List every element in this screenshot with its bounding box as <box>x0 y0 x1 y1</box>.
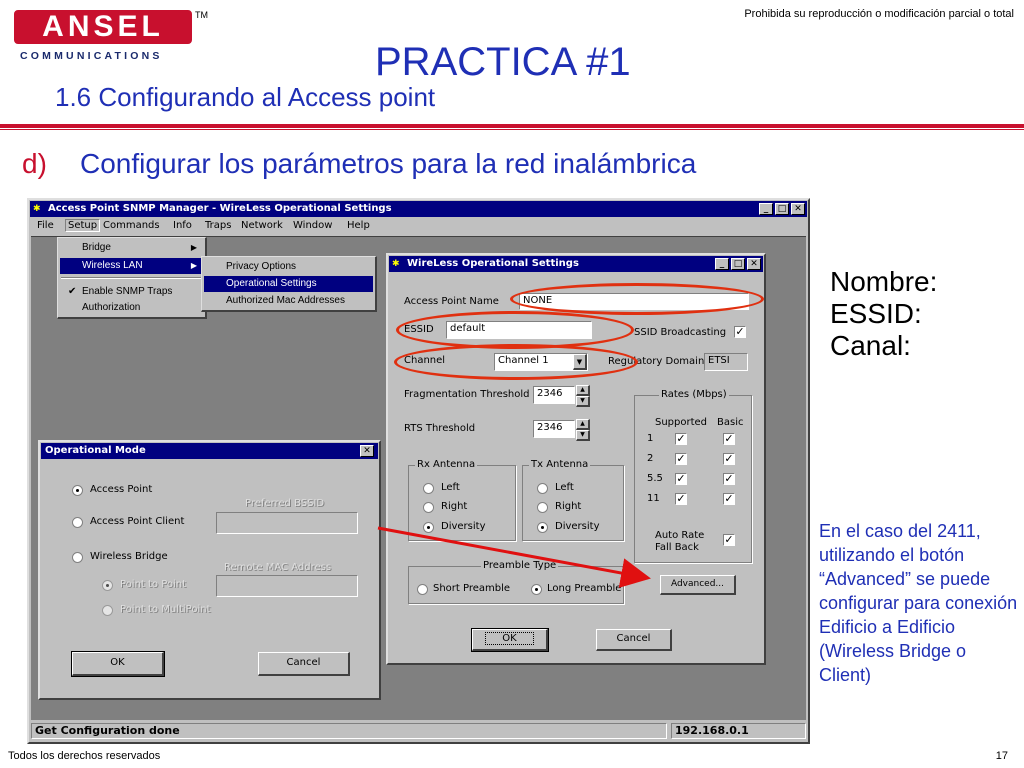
radio-point-to-point[interactable] <box>102 580 113 591</box>
menu-item-wireless-lan[interactable] <box>60 258 203 274</box>
essid-input[interactable]: default <box>446 321 592 339</box>
side-labels <box>830 266 937 362</box>
menu-item-bridge-label: Bridge <box>82 242 111 253</box>
wireless-lan-submenu <box>201 256 377 312</box>
dialog-app-icon: ✱ <box>392 259 400 269</box>
chevron-down-icon[interactable]: ▼ <box>573 354 587 370</box>
radio-access-point-label: Access Point <box>90 484 153 495</box>
spin-down-icon[interactable]: ▼ <box>576 396 590 407</box>
wireless-close-button[interactable]: ✕ <box>747 258 761 270</box>
menu-network[interactable]: Network <box>241 220 283 231</box>
essid-label: ESSID <box>404 324 434 335</box>
tx-diversity-label: Diversity <box>555 521 600 532</box>
submenu-arrow-icon: ▶ <box>190 261 197 270</box>
rts-threshold-input[interactable]: 2346 <box>533 420 575 438</box>
maximize-button[interactable]: □ <box>775 203 789 215</box>
menu-commands[interactable]: Commands <box>103 220 160 231</box>
remote-mac-address-input[interactable] <box>216 575 358 597</box>
menu-info[interactable]: Info <box>173 220 192 231</box>
menu-item-operational-settings-label: Operational Settings <box>226 278 317 289</box>
rate-label: 11 <box>647 493 660 504</box>
radio-access-point[interactable] <box>72 485 83 496</box>
main-titlebar <box>30 201 807 217</box>
wireless-ok-button[interactable] <box>472 629 548 651</box>
annotation-arrow <box>370 520 670 590</box>
radio-wireless-bridge[interactable] <box>72 552 83 563</box>
status-bar <box>31 722 806 740</box>
rx-left-label: Left <box>441 482 460 493</box>
menu-item-authorization[interactable] <box>60 300 203 316</box>
menu-item-wireless-lan-label: Wireless LAN <box>82 260 143 271</box>
highlight-ap-name <box>510 283 764 315</box>
advanced-note: En el caso del 2411, utilizando el botón “Advanced” se puede configurar para conexión Edificio a Edificio (Wireless Bridge o Client) <box>819 521 1018 685</box>
slide-title: PRACTICA #1 <box>375 40 631 84</box>
rate-2-supported-checkbox[interactable]: ✓ <box>676 452 686 465</box>
rx-antenna-title: Rx Antenna <box>417 459 476 470</box>
op-mode-close-button[interactable]: ✕ <box>360 445 374 457</box>
rate-11-supported-checkbox[interactable]: ✓ <box>676 492 686 505</box>
minimize-button[interactable]: _ <box>759 203 773 215</box>
main-menubar <box>31 218 806 236</box>
wireless-dialog-title: WireLess Operational Settings <box>407 258 579 269</box>
wireless-minimize-button[interactable]: _ <box>715 258 729 270</box>
menu-file[interactable]: File <box>37 220 54 231</box>
footer-rights: Todos los derechos reservados <box>8 750 161 762</box>
header-divider <box>0 124 1024 128</box>
tx-left-label: Left <box>555 482 574 493</box>
regulatory-domain-field: ETSI <box>704 353 748 371</box>
menu-item-operational-settings[interactable] <box>204 276 373 292</box>
setup-menu <box>57 237 207 319</box>
spin-down-icon[interactable]: ▼ <box>576 430 590 441</box>
logo-subtitle: COMMUNICATIONS <box>20 50 163 62</box>
wireless-titlebar <box>389 256 763 272</box>
operational-mode-dialog <box>38 440 381 700</box>
auto-rate-fallback-checkbox[interactable]: ✓ <box>724 533 734 546</box>
long-preamble-label: Long Preamble <box>547 583 622 594</box>
menu-item-authorized-mac-addresses-label: Authorized Mac Addresses <box>226 295 345 306</box>
header-divider-thin <box>0 129 1024 130</box>
menu-item-bridge[interactable] <box>60 240 203 256</box>
rx-left-radio[interactable] <box>423 483 434 494</box>
rx-right-label: Right <box>441 501 468 512</box>
rate-label: 2 <box>647 453 654 464</box>
menu-separator <box>61 277 202 279</box>
rates-supported-header: Supported <box>655 417 708 428</box>
ssid-broadcasting-label: SSID Broadcasting <box>634 327 727 338</box>
menu-item-authorization-label: Authorization <box>82 302 141 313</box>
tx-right-radio[interactable] <box>537 502 548 513</box>
rates-group-title: Rates (Mbps) <box>661 389 727 400</box>
rx-diversity-label: Diversity <box>441 521 486 532</box>
fragmentation-spinner[interactable] <box>576 385 590 407</box>
submenu-arrow-icon: ▶ <box>190 243 197 252</box>
copyright-notice: Prohibida su reproducción o modificación parcial o total <box>744 8 1014 20</box>
preferred-bssid-input[interactable] <box>216 512 358 534</box>
remote-mac-address-label: Remote MAC Address <box>224 562 332 573</box>
advanced-button[interactable] <box>660 575 736 595</box>
preferred-bssid-label: Preferred BSSID <box>245 498 325 509</box>
side-label-nombre: Nombre: <box>830 266 938 297</box>
menu-item-privacy-options-label: Privacy Options <box>226 261 297 272</box>
slide-subtitle: 1.6 Configurando al Access point <box>55 82 436 112</box>
bullet-letter: d) <box>22 148 47 179</box>
wireless-cancel-button[interactable] <box>596 629 672 651</box>
channel-label: Channel <box>404 355 446 366</box>
ap-name-input[interactable]: NONE <box>519 293 749 310</box>
checkmark-icon: ✔ <box>68 286 77 297</box>
tx-antenna-title: Tx Antenna <box>531 459 589 470</box>
highlight-channel <box>394 344 638 380</box>
short-preamble-label: Short Preamble <box>433 583 511 594</box>
menu-traps[interactable]: Traps <box>205 220 232 231</box>
radio-access-point-client-label: Access Point Client <box>90 516 185 527</box>
regulatory-domain-label: Regulatory Domain <box>608 356 705 367</box>
tx-right-label: Right <box>555 501 582 512</box>
rate-5-5-basic-checkbox[interactable]: ✓ <box>724 472 734 485</box>
rate-1-basic-checkbox[interactable]: ✓ <box>724 432 734 445</box>
menu-window[interactable]: Window <box>293 220 333 231</box>
menu-item-authorized-mac-addresses[interactable] <box>204 293 373 309</box>
radio-access-point-client[interactable] <box>72 517 83 528</box>
rate-2-basic-checkbox[interactable]: ✓ <box>724 452 734 465</box>
menu-setup[interactable]: Setup <box>65 219 100 232</box>
app-icon: ✱ <box>33 204 41 214</box>
wireless-ok-label: OK <box>485 632 533 645</box>
logo-trademark: TM <box>195 10 208 20</box>
side-label-canal: Canal: <box>830 330 911 361</box>
close-button[interactable]: ✕ <box>791 203 805 215</box>
auto-rate-fallback-label: Auto Rate Fall Back <box>655 530 705 553</box>
status-message: Get Configuration done <box>31 723 667 739</box>
menu-item-privacy-options[interactable] <box>204 259 373 275</box>
rate-label: 5.5 <box>647 473 663 484</box>
rts-spinner[interactable] <box>576 419 590 441</box>
rts-threshold-label: RTS Threshold <box>404 423 476 434</box>
bullet-text: Configurar los parámetros para la red inalámbrica <box>80 148 697 179</box>
wireless-maximize-button[interactable]: □ <box>731 258 745 270</box>
menu-item-enable-snmp-traps[interactable] <box>60 284 203 300</box>
radio-point-to-multipoint[interactable] <box>102 605 113 616</box>
spin-up-icon[interactable]: ▲ <box>576 385 590 396</box>
op-mode-ok-label: OK <box>110 657 125 668</box>
fragmentation-threshold-input[interactable]: 2346 <box>533 386 575 404</box>
ansel-logo <box>14 10 208 66</box>
op-mode-cancel-button[interactable] <box>258 652 350 676</box>
op-mode-title: Operational Mode <box>45 445 146 456</box>
logo-wordmark: ANSEL <box>14 10 192 44</box>
side-label-essid: ESSID: <box>830 298 922 329</box>
wireless-cancel-label: Cancel <box>616 633 651 644</box>
ssid-broadcasting-checkbox[interactable]: ✓ <box>735 325 745 338</box>
page-number: 17 <box>995 750 1008 762</box>
rate-label: 1 <box>647 433 654 444</box>
rates-basic-header: Basic <box>717 417 744 428</box>
radio-point-to-point-label: Point to Point <box>120 579 187 590</box>
main-window-title: Access Point SNMP Manager - WireLess Operational Settings <box>48 203 392 214</box>
status-ip: 192.168.0.1 <box>671 723 806 739</box>
fragmentation-threshold-label: Fragmentation Threshold <box>404 389 530 400</box>
advanced-button-label: Advanced... <box>670 579 725 589</box>
radio-point-to-multipoint-label: Point to MultiPoint <box>120 604 211 615</box>
ap-name-label: Access Point Name <box>404 296 499 307</box>
op-mode-cancel-label: Cancel <box>286 657 321 668</box>
rate-1-supported-checkbox[interactable]: ✓ <box>676 432 686 445</box>
channel-select-value: Channel 1 <box>498 355 549 366</box>
op-mode-titlebar <box>41 443 378 459</box>
menu-help[interactable]: Help <box>347 220 370 231</box>
spin-up-icon[interactable]: ▲ <box>576 419 590 430</box>
op-mode-ok-button[interactable] <box>72 652 164 676</box>
menu-item-enable-snmp-traps-label: Enable SNMP Traps <box>82 286 173 297</box>
tx-left-radio[interactable] <box>537 483 548 494</box>
rate-5-5-supported-checkbox[interactable]: ✓ <box>676 472 686 485</box>
radio-wireless-bridge-label: Wireless Bridge <box>90 551 168 562</box>
rx-right-radio[interactable] <box>423 502 434 513</box>
rate-11-basic-checkbox[interactable]: ✓ <box>724 492 734 505</box>
preamble-title: Preamble Type <box>483 560 557 571</box>
